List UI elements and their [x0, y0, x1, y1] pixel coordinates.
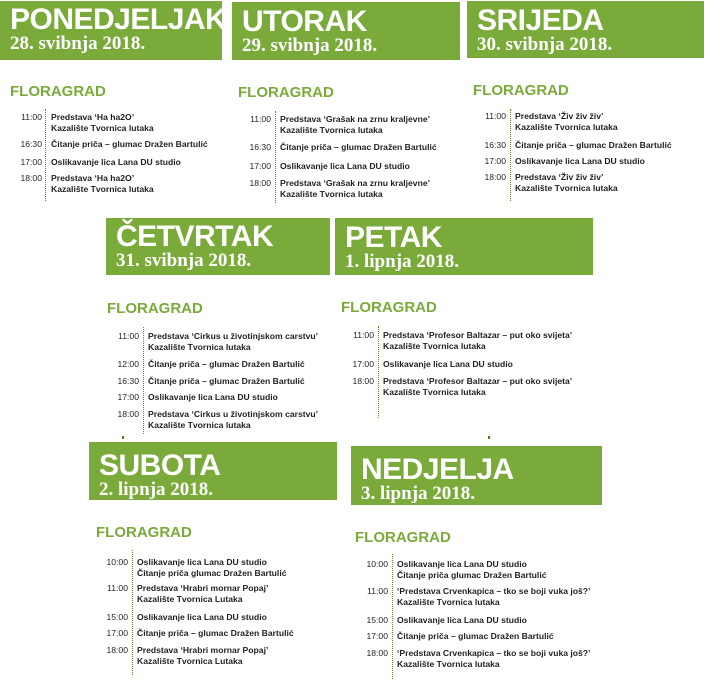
event-time: 16:30 — [249, 142, 271, 152]
event-subtitle: Kazalište Tvornica lutaka — [397, 596, 500, 607]
schedule-ponedjeljak — [9, 112, 224, 195]
event-subtitle: Kazalište Tvornica Lutaka — [137, 655, 243, 666]
event-title: Oslikavanje lica Lana DU studio — [148, 392, 278, 402]
event-subtitle: Kazalište Tvornica lutaka — [148, 341, 251, 352]
event-title: Predstava ‘Profesor Baltazar – put oko svijeta’ — [383, 376, 573, 386]
event-subtitle: Kazalište Tvornica lutaka — [383, 386, 486, 397]
schedule-row — [9, 139, 224, 157]
event-subtitle: Kazalište Tvornica lutaka — [51, 122, 154, 133]
event-time: 17:00 — [20, 157, 42, 167]
day-date: 28. svibnja 2018. — [10, 33, 146, 54]
schedule-row — [473, 172, 708, 194]
event-time: 17:00 — [366, 631, 388, 641]
day-date: 29. svibnja 2018. — [242, 35, 378, 56]
schedule-utorak — [238, 114, 460, 200]
event-title: Predstava ‘Cirkus u životinjskom carstvu’ — [148, 331, 319, 341]
schedule-row — [355, 648, 610, 670]
schedule-row — [473, 140, 708, 156]
schedule-nedjelja — [355, 559, 610, 670]
event-subtitle: Čitanje priča glumac Dražen Bartulić — [137, 567, 287, 578]
event-subtitle: Kazalište Tvornica Lutaka — [137, 593, 243, 604]
event-time: 16:30 — [117, 376, 139, 386]
day-header-subota — [89, 442, 337, 500]
venue-label: FLORAGRAD — [341, 299, 437, 316]
schedule-row — [238, 142, 460, 161]
schedule-row — [106, 331, 336, 359]
event-subtitle: Kazalište Tvornica lutaka — [515, 121, 618, 132]
event-title: Predstava ‘Hrabri mornar Popaj’ — [137, 583, 269, 593]
schedule-row — [341, 330, 591, 359]
schedule-row — [355, 615, 610, 631]
event-time: 15:00 — [106, 612, 128, 622]
event-title: Čitanje priča – glumac Dražen Bartulić — [51, 139, 208, 149]
schedule-subota — [95, 557, 335, 667]
venue-label: FLORAGRAD — [107, 300, 203, 317]
event-title: Predstava ‘Živ živ živ’ — [515, 111, 604, 121]
day-header-nedjelja — [351, 446, 602, 505]
day-name: ČETVRTAK — [116, 220, 274, 253]
separator-dot — [122, 436, 124, 439]
event-title: Predstava ‘Cirkus u životinjskom carstvu’ — [148, 409, 319, 419]
event-title: Oslikavanje lica Lana DU studio — [397, 559, 527, 569]
event-time: 18:00 — [20, 173, 42, 183]
event-time: 11:00 — [107, 583, 128, 593]
event-time: 15:00 — [366, 615, 388, 625]
event-time: 16:30 — [20, 139, 42, 149]
event-subtitle: Kazalište Tvornica lutaka — [51, 183, 154, 194]
event-title: Oslikavanje lica Lana DU studio — [137, 557, 267, 567]
event-title: Predstava ‘Živ živ živ’ — [515, 172, 604, 182]
day-name: SUBOTA — [99, 449, 221, 482]
schedule-cetvrtak — [106, 331, 336, 431]
day-name: PETAK — [345, 221, 442, 254]
day-header-cetvrtak — [106, 218, 330, 275]
day-date: 1. lipnja 2018. — [345, 251, 460, 272]
event-time: 10:00 — [366, 559, 388, 569]
schedule-srijeda — [473, 111, 708, 194]
event-time: 11:00 — [250, 114, 271, 124]
event-title: Predstava ‘Ha ha2O’ — [51, 173, 135, 183]
day-date: 3. lipnja 2018. — [361, 483, 476, 504]
event-time: 11:00 — [353, 330, 374, 340]
event-time: 18:00 — [366, 648, 388, 658]
event-title: Oslikavanje lica Lana DU studio — [383, 359, 513, 369]
event-time: 17:00 — [106, 628, 128, 638]
venue-label: FLORAGRAD — [238, 84, 334, 101]
schedule-row — [95, 645, 335, 667]
event-title: Predstava ‘Grašak na zrnu kraljevne’ — [280, 178, 430, 188]
schedule-row — [355, 586, 610, 615]
event-title: ‘Predstava Crvenkapica – tko se boji vuka još?’ — [397, 648, 591, 658]
day-name: UTORAK — [242, 5, 367, 38]
day-header-srijeda — [467, 1, 704, 58]
day-name: SRIJEDA — [477, 4, 604, 37]
event-title: Čitanje priča – glumac Dražen Bartulić — [515, 140, 672, 150]
schedule-row — [238, 178, 460, 200]
schedule-row — [9, 112, 224, 139]
event-subtitle: Kazalište Tvornica lutaka — [383, 340, 486, 351]
schedule-row — [355, 631, 610, 648]
schedule-petak — [341, 330, 591, 398]
event-subtitle: Kazalište Tvornica lutaka — [280, 124, 383, 135]
event-time: 17:00 — [117, 392, 139, 402]
event-title: Oslikavanje lica Lana DU studio — [397, 615, 527, 625]
event-title: Predstava ‘Profesor Baltazar – put oko svijeta’ — [383, 330, 573, 340]
event-title: Predstava ‘Hrabri mornar Popaj’ — [137, 645, 269, 655]
day-name: PONEDJELJAK — [10, 3, 227, 36]
event-time: 18:00 — [106, 645, 128, 655]
event-time: 12:00 — [117, 359, 139, 369]
event-time: 11:00 — [367, 586, 388, 596]
schedule-row — [106, 376, 336, 392]
event-title: Čitanje priča – glumac Dražen Bartulić — [397, 631, 554, 641]
schedule-row — [95, 583, 335, 612]
event-title: Oslikavanje lica Lana DU studio — [515, 156, 645, 166]
schedule-row — [473, 156, 708, 172]
day-header-utorak — [232, 2, 460, 60]
schedule-row — [341, 359, 591, 376]
event-time: 11:00 — [485, 111, 506, 121]
day-date: 2. lipnja 2018. — [99, 479, 214, 500]
day-header-petak — [335, 218, 593, 275]
event-time: 17:00 — [352, 359, 374, 369]
separator-dot — [488, 436, 490, 439]
event-time: 18:00 — [249, 178, 271, 188]
schedule-row — [106, 392, 336, 409]
event-title: Oslikavanje lica Lana DU studio — [137, 612, 267, 622]
event-title: Čitanje priča – glumac Dražen Bartulić — [148, 376, 305, 386]
event-title: Predstava ‘Ha ha2O’ — [51, 112, 135, 122]
event-time: 11:00 — [118, 331, 139, 341]
schedule-row — [341, 376, 591, 398]
event-subtitle: Kazalište Tvornica lutaka — [280, 188, 383, 199]
schedule-row — [238, 161, 460, 178]
day-date: 30. svibnja 2018. — [477, 34, 613, 55]
day-date: 31. svibnja 2018. — [116, 250, 252, 271]
event-title: Čitanje priča – glumac Dražen Bartulić — [148, 359, 305, 369]
event-time: 17:00 — [249, 161, 271, 171]
event-time: 18:00 — [352, 376, 374, 386]
schedule-row — [355, 559, 610, 586]
venue-label: FLORAGRAD — [10, 83, 106, 100]
event-subtitle: Kazalište Tvornica lutaka — [515, 182, 618, 193]
schedule-row — [95, 557, 335, 583]
day-header-ponedjeljak — [0, 1, 227, 60]
event-title: Oslikavanje lica Lana DU studio — [51, 157, 181, 167]
event-time: 18:00 — [117, 409, 139, 419]
event-time: 17:00 — [484, 156, 506, 166]
schedule-row — [473, 111, 708, 140]
schedule-row — [95, 628, 335, 645]
event-subtitle: Kazalište Tvornica lutaka — [148, 419, 251, 430]
event-title: Predstava ‘Grašak na zrnu kraljevne’ — [280, 114, 430, 124]
venue-label: FLORAGRAD — [96, 524, 192, 541]
schedule-row — [9, 173, 224, 195]
day-name: NEDJELJA — [361, 453, 514, 486]
schedule-row — [95, 612, 335, 628]
event-time: 18:00 — [484, 172, 506, 182]
event-time: 16:30 — [484, 140, 506, 150]
event-title: Oslikavanje lica Lana DU studio — [280, 161, 410, 171]
event-time: 10:00 — [106, 557, 128, 567]
venue-label: FLORAGRAD — [473, 82, 569, 99]
event-subtitle: Kazalište Tvornica lutaka — [397, 658, 500, 669]
event-title: Čitanje priča – glumac Dražen Bartulić — [137, 628, 294, 638]
schedule-row — [106, 409, 336, 431]
event-time: 11:00 — [21, 112, 42, 122]
schedule-row — [106, 359, 336, 376]
event-title: ‘Predstava Crvenkapica – tko se boji vuka još?’ — [397, 586, 591, 596]
event-title: Čitanje priča – glumac Dražen Bartulić — [280, 142, 437, 152]
schedule-row — [9, 157, 224, 173]
venue-label: FLORAGRAD — [355, 529, 451, 546]
schedule-row — [238, 114, 460, 142]
event-subtitle: Čitanje priča glumac Dražen Bartulić — [397, 569, 547, 580]
